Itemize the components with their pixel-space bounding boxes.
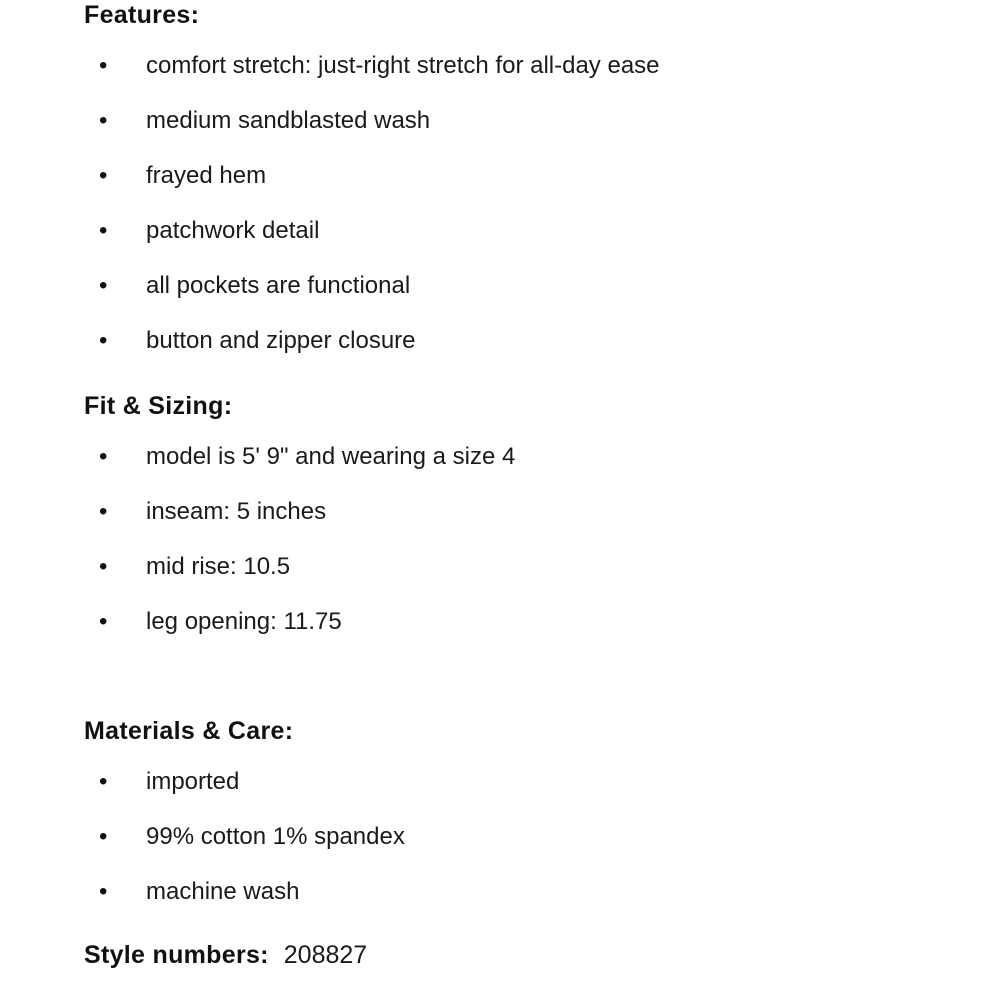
list-item-text: button and zipper closure: [146, 327, 416, 354]
materials-care-list: [84, 770, 980, 904]
bullet-icon: •: [99, 553, 108, 580]
list-item: [84, 329, 980, 353]
features-list: [84, 54, 980, 353]
list-item: [84, 500, 980, 524]
bullet-icon: •: [99, 272, 108, 299]
list-item-text: comfort stretch: just-right stretch for all-day ease: [146, 52, 660, 79]
list-item: [84, 219, 980, 243]
bullet-icon: •: [99, 162, 108, 189]
bullet-icon: •: [99, 823, 108, 850]
bullet-icon: •: [99, 443, 108, 470]
list-item-text: all pockets are functional: [146, 272, 411, 299]
list-item-text: 99% cotton 1% spandex: [146, 823, 405, 850]
bullet-icon: •: [99, 327, 108, 354]
list-item: [84, 109, 980, 133]
bullet-icon: •: [99, 608, 108, 635]
bullet-icon: •: [99, 107, 108, 134]
materials-care-heading: Materials & Care:: [84, 717, 294, 745]
list-item: [84, 825, 980, 849]
list-item-text: inseam: 5 inches: [146, 498, 327, 525]
list-item-text: leg opening: 11.75: [146, 608, 342, 635]
list-item-text: model is 5' 9" and wearing a size 4: [146, 443, 516, 470]
list-item-text: imported: [146, 768, 240, 795]
list-item: [84, 555, 980, 579]
list-item: [84, 770, 980, 794]
fit-sizing-list: [84, 445, 980, 634]
section-fit-sizing: [84, 393, 980, 634]
list-item-text: machine wash: [146, 878, 300, 905]
bullet-icon: •: [99, 768, 108, 795]
section-materials-care: [84, 718, 980, 904]
list-item: [84, 610, 980, 634]
style-numbers-label: Style numbers:: [84, 941, 269, 969]
fit-sizing-heading: Fit & Sizing:: [84, 392, 233, 420]
list-item-text: frayed hem: [146, 162, 267, 189]
bullet-icon: •: [99, 217, 108, 244]
list-item: [84, 445, 980, 469]
list-item-text: patchwork detail: [146, 217, 320, 244]
list-item-text: medium sandblasted wash: [146, 107, 431, 134]
bullet-icon: •: [99, 878, 108, 905]
list-item: [84, 164, 980, 188]
list-item: [84, 54, 980, 78]
bullet-icon: •: [99, 52, 108, 79]
list-item-text: mid rise: 10.5: [146, 553, 291, 580]
bullet-icon: •: [99, 498, 108, 525]
list-item: [84, 274, 980, 298]
list-item: [84, 880, 980, 904]
style-numbers-value: 208827: [283, 941, 368, 969]
features-heading: Features:: [84, 1, 200, 29]
style-numbers-line: [84, 942, 980, 968]
section-features: [84, 2, 980, 353]
